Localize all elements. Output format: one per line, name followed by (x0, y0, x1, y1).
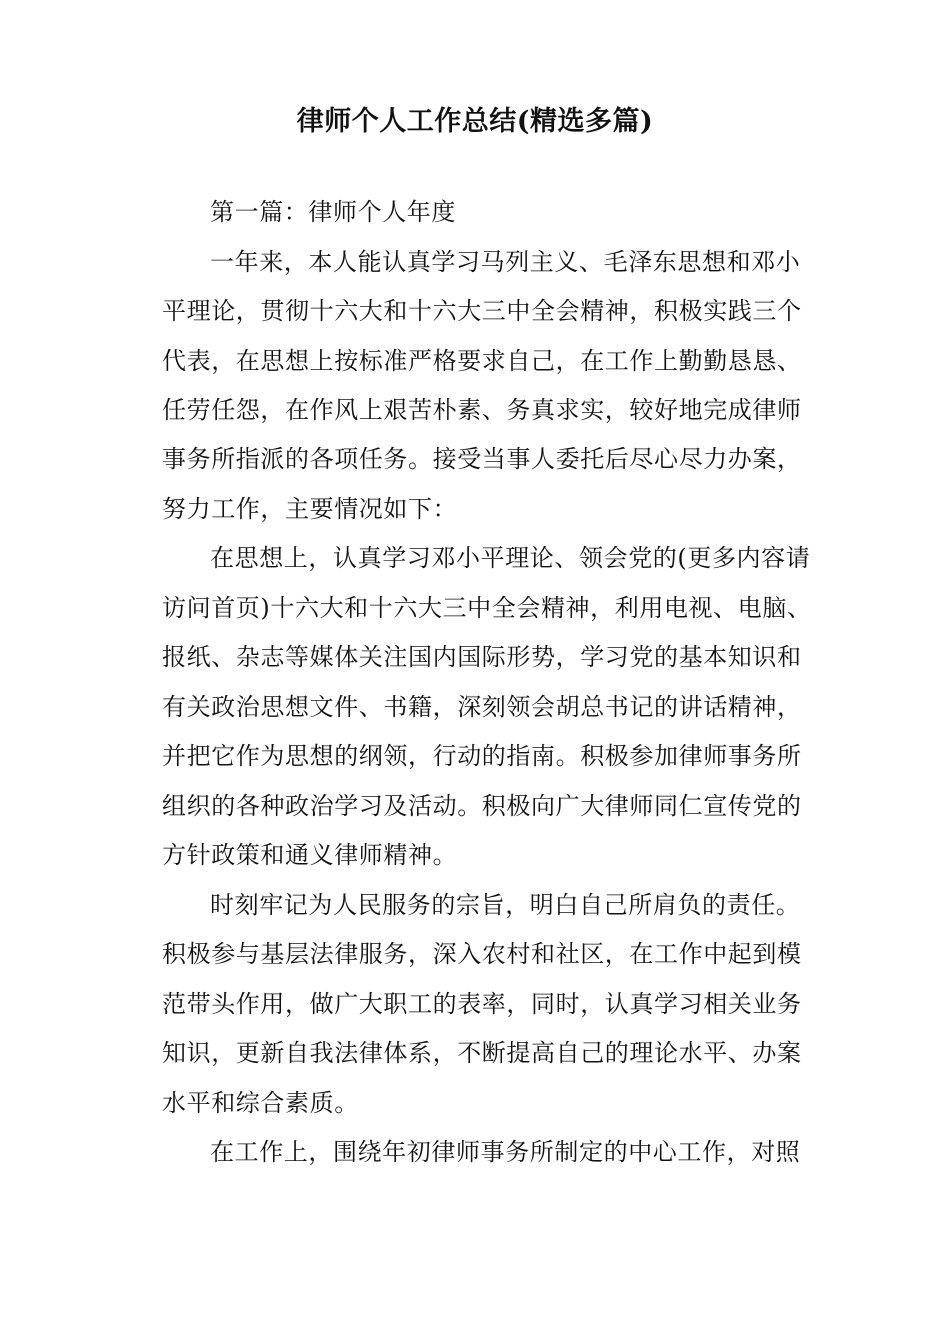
paragraph-line: 知识，更新自我法律体系，不断提高自己的理论水平、办案 (162, 1039, 802, 1067)
paragraph-line: 方针政策和通义律师精神。 (162, 841, 458, 869)
paragraph-line: 努力工作，主要情况如下： (162, 495, 458, 523)
paragraph-line: 范带头作用，做广大职工的表率，同时，认真学习相关业务 (162, 990, 802, 1018)
paragraph-line: 事务所指派的各项任务。接受当事人委托后尽心尽力办案， (162, 445, 802, 473)
paragraph-line: 一年来，本人能认真学习马列主义、毛泽东思想和邓小 (210, 248, 801, 276)
paragraph-line: 水平和综合素质。 (162, 1089, 359, 1117)
paragraph-line: 有关政治思想文件、书籍，深刻领会胡总书记的讲话精神， (162, 693, 802, 721)
document-title: 律师个人工作总结(精选多篇) (296, 106, 654, 137)
paragraph-line: 报纸、杂志等媒体关注国内国际形势，学习党的基本知识和 (162, 643, 802, 671)
paragraph-line: 在思想上，认真学习邓小平理论、领会党的(更多内容请 (210, 544, 811, 572)
paragraph-line: 平理论，贯彻十六大和十六大三中全会精神，积极实践三个 (162, 297, 802, 325)
paragraph-line: 在工作上，围绕年初律师事务所制定的中心工作，对照 (210, 1138, 801, 1166)
paragraph-line: 任劳任怨，在作风上艰苦朴素、务真求实，较好地完成律师 (162, 396, 802, 424)
paragraph-line: 积极参与基层法律服务，深入农村和社区，在工作中起到模 (162, 940, 802, 968)
paragraph-line: 访问首页)十六大和十六大三中全会精神，利用电视、电脑、 (162, 594, 812, 622)
paragraph-line: 代表，在思想上按标准严格要求自己，在工作上勤勤恳恳、 (162, 347, 802, 375)
section-heading: 第一篇：律师个人年度 (210, 198, 456, 226)
paragraph-line: 并把它作为思想的纲领，行动的指南。积极参加律师事务所 (162, 742, 802, 770)
paragraph-line: 时刻牢记为人民服务的宗旨，明白自己所肩负的责任。 (210, 891, 801, 919)
paragraph-line: 组织的各种政治学习及活动。积极向广大律师同仁宣传党的 (162, 792, 802, 820)
